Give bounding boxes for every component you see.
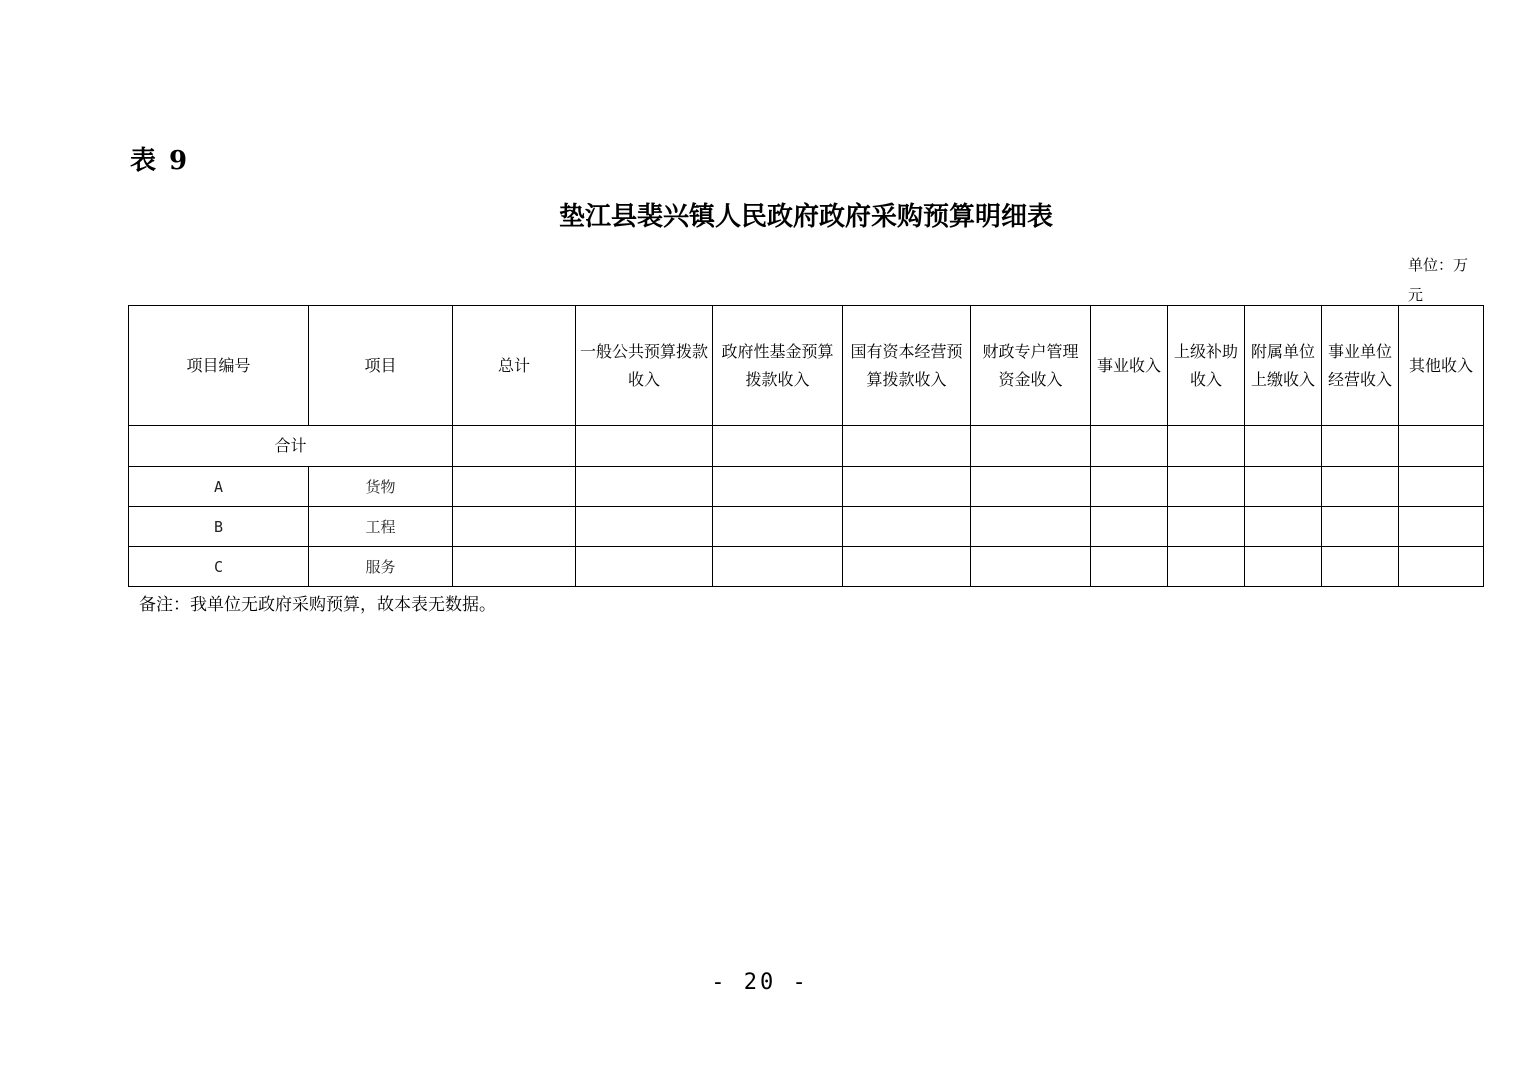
column-header-code: 项目编号 xyxy=(129,306,309,426)
page-number: - 20 - xyxy=(711,970,809,995)
table-cell xyxy=(1399,507,1484,547)
table-cell xyxy=(1168,426,1245,467)
column-header-business-income: 事业收入 xyxy=(1091,306,1168,426)
table-row xyxy=(129,467,1484,507)
unit-label: 单位：万元 xyxy=(1408,256,1469,304)
table-cell xyxy=(1168,547,1245,587)
table-cell xyxy=(971,467,1091,507)
row-code: C xyxy=(129,547,309,587)
header-row xyxy=(129,306,1484,426)
table-cell xyxy=(1091,467,1168,507)
budget-table xyxy=(128,305,1484,587)
table-cell xyxy=(713,467,843,507)
column-header-government-fund: 政府性基金预算拨款收入 xyxy=(713,306,843,426)
table-note: 备注：我单位无政府采购预算，故本表无数据。 xyxy=(139,595,496,615)
table-cell xyxy=(971,547,1091,587)
total-label: 合计 xyxy=(129,426,453,467)
table-cell xyxy=(576,426,713,467)
table-cell xyxy=(1168,467,1245,507)
table-cell xyxy=(453,547,576,587)
table-cell xyxy=(453,426,576,467)
table-cell xyxy=(843,547,971,587)
column-header-operating-income: 事业单位经营收入 xyxy=(1322,306,1399,426)
table-cell xyxy=(971,426,1091,467)
table-cell xyxy=(1322,467,1399,507)
table-cell xyxy=(1322,507,1399,547)
table-cell xyxy=(1399,547,1484,587)
column-header-total: 总计 xyxy=(453,306,576,426)
table-label: 表 9 xyxy=(130,146,190,176)
table-cell xyxy=(1168,507,1245,547)
row-item: 服务 xyxy=(309,547,453,587)
column-header-superior-subsidy: 上级补助收入 xyxy=(1168,306,1245,426)
column-header-state-capital: 国有资本经营预算拨款收入 xyxy=(843,306,971,426)
row-item: 工程 xyxy=(309,507,453,547)
table-cell xyxy=(576,507,713,547)
table-cell xyxy=(1245,467,1322,507)
table-cell xyxy=(1399,467,1484,507)
table-cell xyxy=(971,507,1091,547)
row-item: 货物 xyxy=(309,467,453,507)
table-cell xyxy=(713,547,843,587)
column-header-affiliate-payment: 附属单位上缴收入 xyxy=(1245,306,1322,426)
table-cell xyxy=(453,467,576,507)
table-cell xyxy=(576,547,713,587)
table-cell xyxy=(1245,547,1322,587)
page-title: 垫江县裴兴镇人民政府政府采购预算明细表 xyxy=(558,202,1053,232)
table-cell xyxy=(576,467,713,507)
table-cell xyxy=(1322,547,1399,587)
table-cell xyxy=(1245,507,1322,547)
table-cell xyxy=(1322,426,1399,467)
table-cell xyxy=(1399,426,1484,467)
total-row xyxy=(129,426,1484,467)
table-cell xyxy=(843,507,971,547)
column-header-item: 项目 xyxy=(309,306,453,426)
table-cell xyxy=(843,426,971,467)
row-code: B xyxy=(129,507,309,547)
table-cell xyxy=(453,507,576,547)
table-cell xyxy=(1245,426,1322,467)
table-cell xyxy=(1091,547,1168,587)
column-header-fiscal-account: 财政专户管理资金收入 xyxy=(971,306,1091,426)
row-code: A xyxy=(129,467,309,507)
table-cell xyxy=(713,426,843,467)
table-cell xyxy=(843,467,971,507)
table-cell xyxy=(713,507,843,547)
table-cell xyxy=(1091,507,1168,547)
column-header-other-income: 其他收入 xyxy=(1399,306,1484,426)
table-row xyxy=(129,547,1484,587)
table-row xyxy=(129,507,1484,547)
table-cell xyxy=(1091,426,1168,467)
column-header-general-budget: 一般公共预算拨款收入 xyxy=(576,306,713,426)
